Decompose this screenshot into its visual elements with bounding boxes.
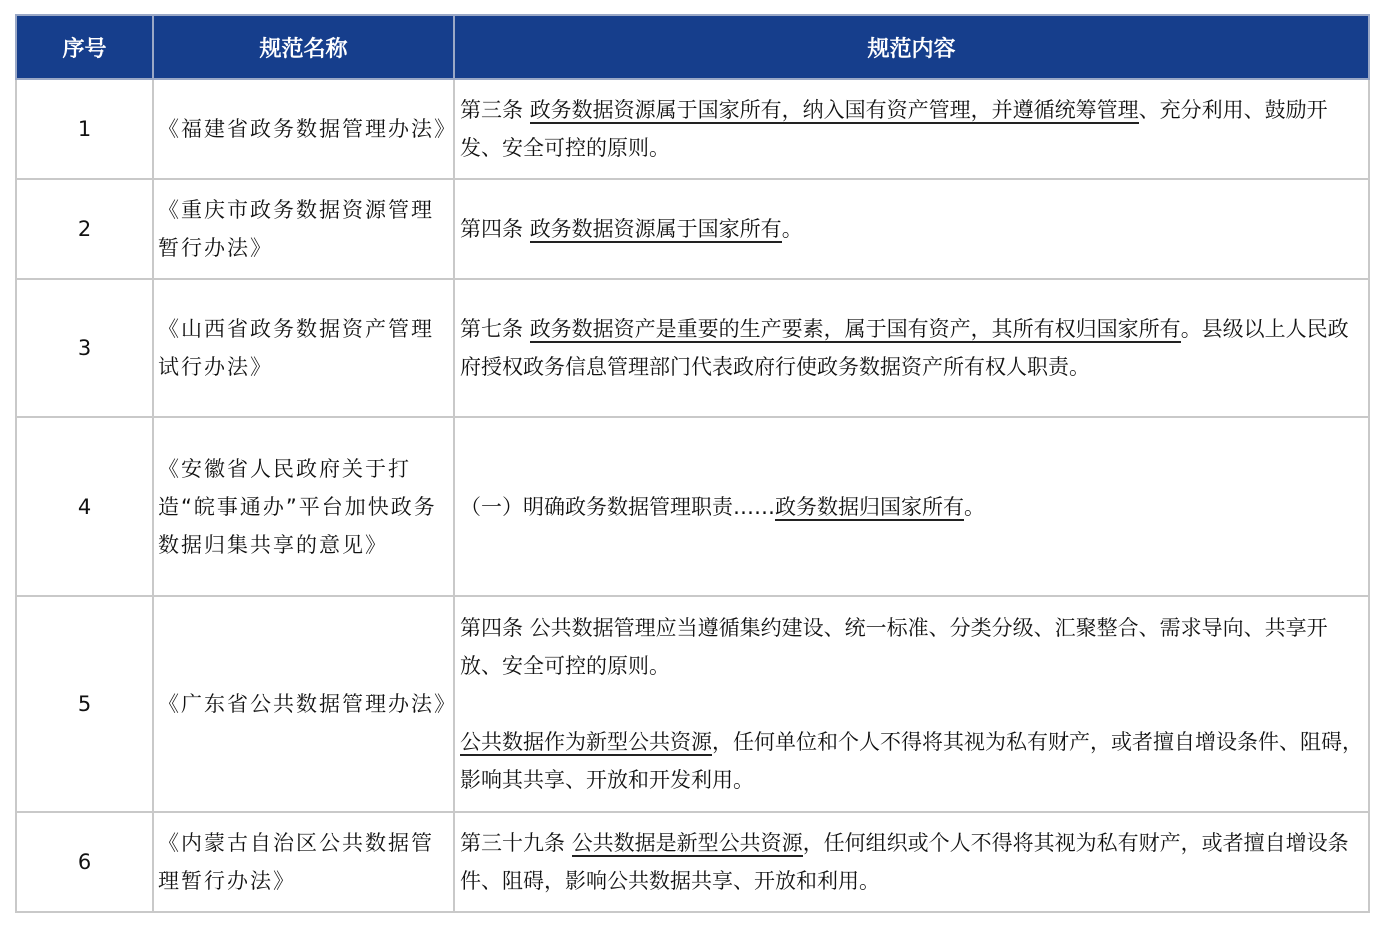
content-text: （一）明确政务数据管理职责…… — [460, 494, 775, 519]
row-name: 《山西省政务数据资产管理试行办法》 — [153, 279, 454, 417]
row-name: 《内蒙古自治区公共数据管理暂行办法》 — [153, 812, 454, 912]
row-index: 1 — [16, 79, 153, 179]
header-name: 规范名称 — [153, 15, 454, 79]
table-row — [16, 417, 1369, 596]
underlined-text: 公共数据作为新型公共资源 — [460, 730, 712, 754]
content-text: 。县级以上人民政府授权政务信息管理部门代表政府行使政务数据资产所有权人职责。 — [460, 317, 1349, 379]
header-row — [16, 15, 1369, 79]
content-text: 第四条 — [460, 217, 530, 241]
row-name: 《广东省公共数据管理办法》 — [153, 596, 454, 812]
row-index: 3 — [16, 279, 153, 417]
content-text: 第三十九条 — [460, 831, 572, 855]
row-index: 2 — [16, 179, 153, 279]
underlined-text: 公共数据是新型公共资源 — [571, 831, 803, 855]
underlined-text: 政务数据资源属于国家所有 — [529, 217, 782, 241]
table-row — [16, 179, 1369, 279]
row-content — [454, 417, 1369, 596]
content-text: ，任何组织或个人不得将其视为私有财产，或者擅自增设条件、阻碍，影响公共数据共享、开放和利用。 — [460, 831, 1349, 893]
row-name: 《福建省政务数据管理办法》 — [153, 79, 454, 179]
content-text: ，任何单位和个人不得将其视为私有财产，或者擅自增设条件、阻碍，影响其共享、开放和开发利用。 — [460, 730, 1363, 792]
row-content — [454, 596, 1369, 812]
row-content — [454, 812, 1369, 912]
row-index: 4 — [16, 417, 153, 596]
header-content: 规范内容 — [454, 15, 1369, 79]
row-name: 《安徽省人民政府关于打造“皖事通办”平台加快政务数据归集共享的意见》 — [153, 417, 454, 596]
paragraph-gap — [460, 685, 1364, 723]
content-text: 。 — [964, 494, 985, 519]
row-content — [454, 179, 1369, 279]
table-row — [16, 79, 1369, 179]
row-content — [454, 79, 1369, 179]
table-row — [16, 812, 1369, 912]
table-row — [16, 279, 1369, 417]
row-index: 5 — [16, 596, 153, 812]
row-name: 《重庆市政务数据资源管理暂行办法》 — [153, 179, 454, 279]
content-text: 。 — [781, 217, 803, 241]
row-content — [454, 279, 1369, 417]
content-text: 第三条 — [460, 98, 530, 122]
content-text: 、充分利用、鼓励开发、安全可控的原则。 — [460, 98, 1328, 160]
table-row — [16, 596, 1369, 812]
underlined-text: 政务数据归国家所有 — [775, 494, 964, 519]
underlined-text: 政务数据资产是重要的生产要素，属于国有资产，其所有权归国家所有 — [529, 317, 1181, 341]
underlined-text: 政务数据资源属于国家所有，纳入国有资产管理，并遵循统筹管理 — [529, 98, 1139, 122]
row-index: 6 — [16, 812, 153, 912]
content-text: 第四条 公共数据管理应当遵循集约建设、统一标准、分类分级、汇聚整合、需求导向、共享开放、安全可控的原则。 — [460, 616, 1328, 678]
content-text: 第七条 — [460, 317, 530, 341]
regulations-table — [15, 14, 1370, 913]
header-index: 序号 — [16, 15, 153, 79]
